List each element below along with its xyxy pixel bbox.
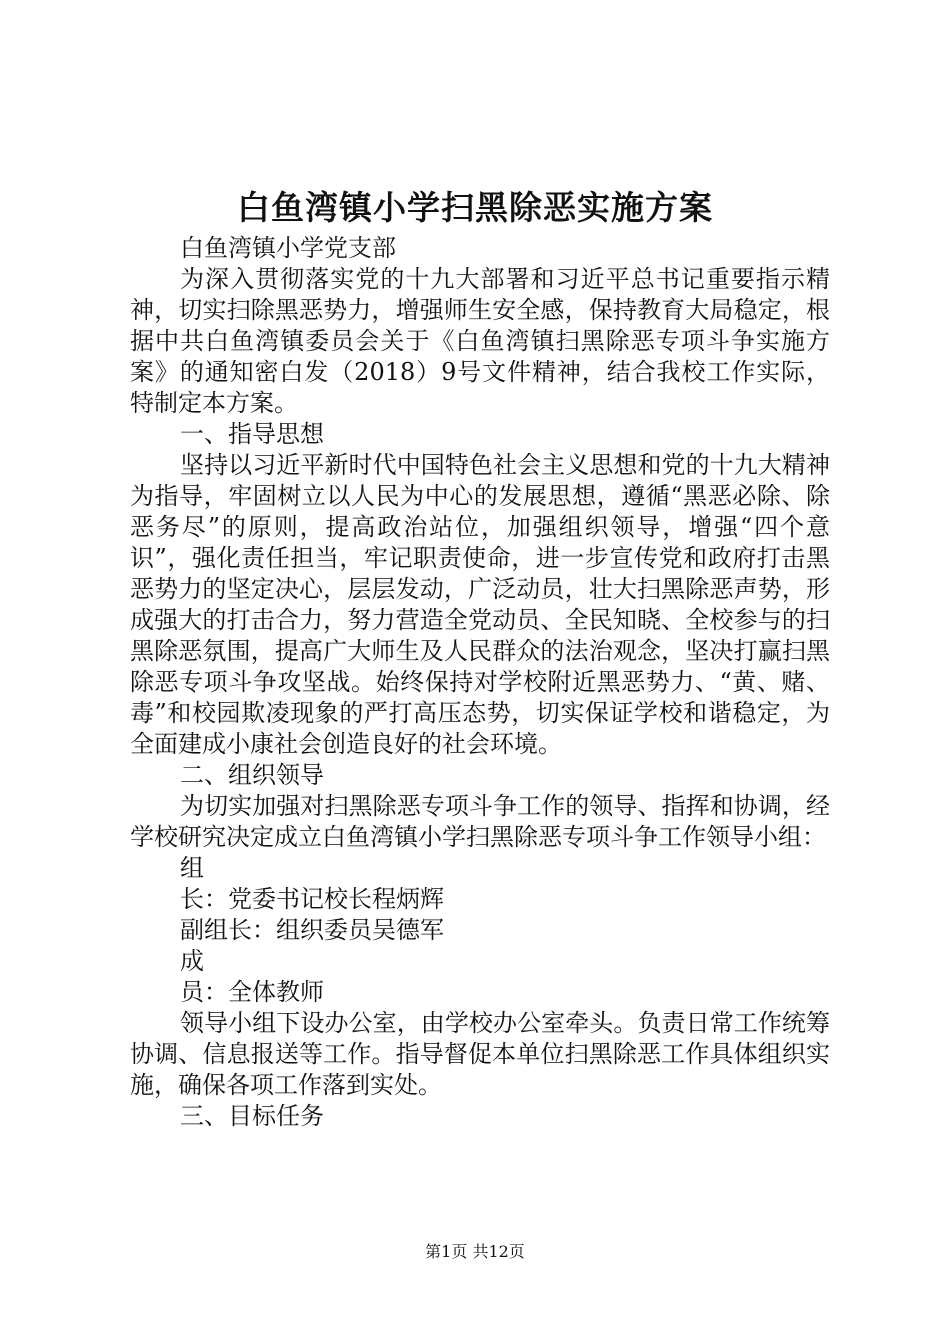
document-body: [130, 233, 830, 1132]
paragraph-author: 白鱼湾镇小学党支部: [180, 234, 396, 262]
paragraph-member-label: 成: [180, 947, 204, 975]
page-footer: 第1页 共12页: [425, 1242, 525, 1261]
paragraph-group-leader: 长：党委书记校长程炳辉: [180, 885, 444, 913]
paragraph-guiding-thought: 坚持以习近平新时代中国特色社会主义思想和党的十九大精神为指导，牢固树立以人民为中心的发展思想，遵循“黑恶必除、除恶务尽”的原则，提高政治站位，加强组织领导，增强“四个意识”，强化责任担当，牢记职责使命，进一步宣传党和政府打击黑恶势力的坚定决心，层层发动，广泛动员，壮大扫黑除恶声势，形成强大的打击合力，努力营造全党动员、全民知晓、全校参与的扫黑除恶氛围，提高广大师生及人民群众的法治观念，坚决打赢扫黑除恶专项斗争攻坚战。始终保持对学校附近黑恶势力、“黄、赌、毒”和校园欺凌现象的严打高压态势，切实保证学校和谐稳定，为全面建成小康社会创造良好的社会环境。: [130, 451, 830, 758]
paragraph-deputy-leader: 副组长：组织委员吴德军: [180, 916, 444, 944]
paragraph-members: 员：全体教师: [180, 978, 324, 1006]
section-heading-organization: 二、组织领导: [180, 761, 324, 789]
paragraph-organization: 为切实加强对扫黑除恶专项斗争工作的领导、指挥和协调，经学校研究决定成立白鱼湾镇小学扫黑除恶专项斗争工作领导小组：: [130, 792, 830, 851]
paragraph-group-label-1: 组: [180, 854, 204, 882]
paragraph-office: 领导小组下设办公室，由学校办公室牵头。负责日常工作统筹协调、信息报送等工作。指导督促本单位扫黑除恶工作具体组织实施，确保各项工作落到实处。: [130, 1009, 830, 1099]
section-heading-goals: 三、目标任务: [180, 1102, 324, 1130]
section-heading-guiding-thought: 一、指导思想: [180, 420, 324, 448]
paragraph-intro: 为深入贯彻落实党的十九大部署和习近平总书记重要指示精神，切实扫除黑恶势力，增强师生安全感，保持教育大局稳定，根据中共白鱼湾镇委员会关于《白鱼湾镇扫黑除恶专项斗争实施方案》的通知密白发（2018）9号文件精神，结合我校工作实际，特制定本方案。: [130, 265, 830, 417]
document-title: 白鱼湾镇小学扫黑除恶实施方案: [237, 188, 713, 227]
